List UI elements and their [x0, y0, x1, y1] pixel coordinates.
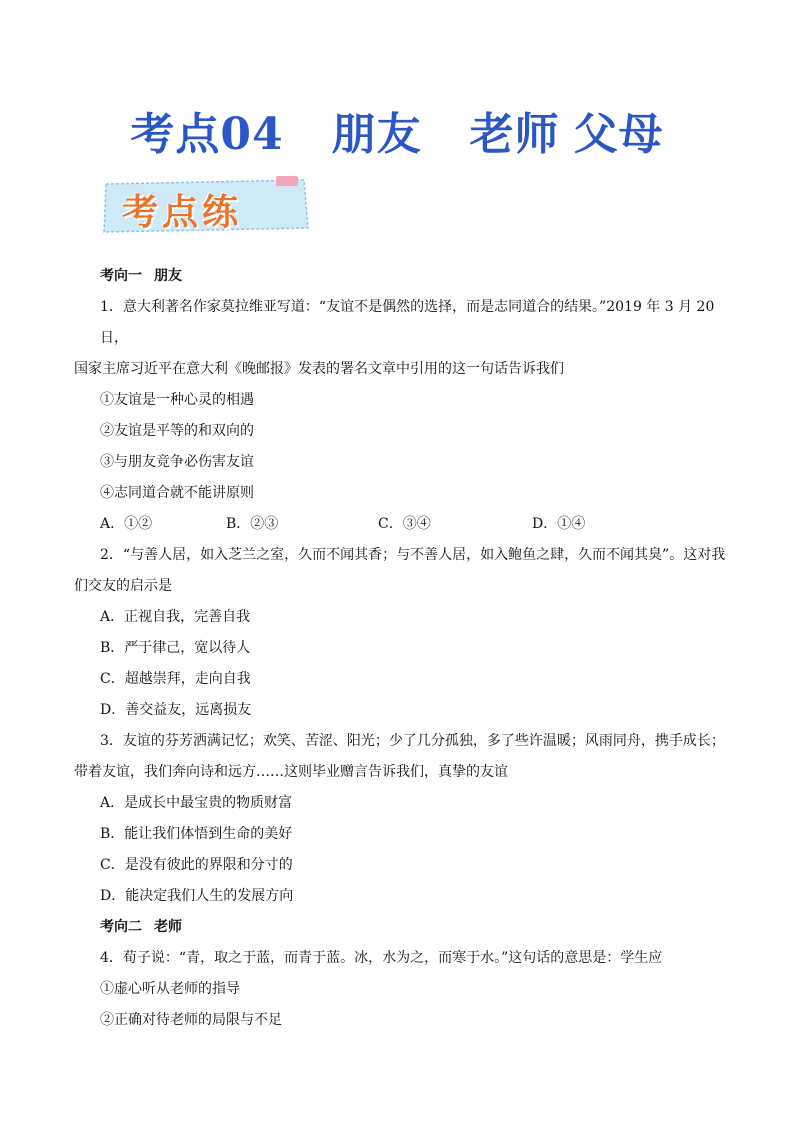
option-a[interactable]: A．正视自我，完善自我	[100, 609, 251, 625]
option-a[interactable]: A．①②	[100, 516, 153, 532]
answer-options	[100, 509, 730, 540]
section-heading-label: 考向一	[100, 268, 142, 284]
option-b[interactable]: B．能让我们体悟到生命的美好	[100, 826, 293, 842]
statement-item: ④志同道合就不能讲原则	[100, 485, 254, 501]
section-heading-friends	[100, 261, 730, 292]
question-4	[100, 943, 730, 1036]
statement-item: ②正确对待老师的局限与不足	[100, 1012, 282, 1028]
question-2	[74, 540, 730, 726]
title-topic-friends: 朋友	[331, 109, 422, 160]
option-d[interactable]: D．能决定我们人生的发展方向	[100, 888, 294, 904]
option-c[interactable]: C．超越崇拜，走向自我	[100, 671, 251, 687]
option-d[interactable]: D．善交益友，远离损友	[100, 702, 252, 718]
statement-item: ③与朋友竞争必伤害友谊	[100, 454, 254, 470]
question-1	[74, 292, 730, 540]
question-text-cont: 带着友谊，我们奔向诗和远方……这则毕业赠言告诉我们，真挚的友谊	[74, 764, 508, 780]
statement-item: ①虚心听从老师的指导	[100, 981, 240, 997]
question-3	[74, 726, 730, 912]
page-title	[0, 98, 794, 162]
option-c[interactable]: C．③④	[378, 516, 431, 532]
question-text: 2．“与善人居，如入芝兰之室，久而不闻其香；与不善人居，如入鲍鱼之肆，久而不闻其臭”。这对我	[100, 547, 726, 563]
option-b[interactable]: B．②③	[226, 516, 279, 532]
statement-item: ①友谊是一种心灵的相遇	[100, 392, 254, 408]
question-text-cont: 国家主席习近平在意大利《晚邮报》发表的署名文章中引用的这一句话告诉我们	[74, 361, 564, 377]
badge-label: 考点练	[122, 192, 243, 233]
section-heading-teacher	[100, 912, 730, 943]
title-topic-parents: 父母	[573, 109, 664, 160]
question-text: 3．友谊的芬芳洒满记忆；欢笑、苦涩、阳光；少了几分孤独，多了些许温暖；风雨同舟，携手成长；	[100, 733, 725, 749]
question-text-cont: 们交友的启示是	[74, 578, 172, 594]
option-b[interactable]: B．严于律己，宽以待人	[100, 640, 251, 656]
section-heading-label: 考向二	[100, 919, 142, 935]
practice-badge	[100, 176, 312, 236]
option-d[interactable]: D．①④	[532, 516, 586, 532]
section-heading-topic: 老师	[154, 919, 182, 935]
binder-clip-icon	[276, 176, 298, 186]
question-text: 1．意大利著名作家莫拉维亚写道：“友谊不是偶然的选择，而是志同道合的结果。”2019 年 3 月 20 日，	[100, 299, 715, 346]
section-heading-topic: 朋友	[154, 268, 182, 284]
question-text: 4．荀子说：“青，取之于蓝，而青于蓝。冰，水为之，而寒于水。”这句话的意思是：学生应	[100, 950, 663, 966]
statement-item: ②友谊是平等的和双向的	[100, 423, 254, 439]
option-a[interactable]: A．是成长中最宝贵的物质财富	[100, 795, 293, 811]
title-topic-number: 考点04	[130, 109, 284, 160]
question-content	[74, 261, 730, 1036]
title-topic-teacher: 老师	[469, 109, 560, 160]
option-c[interactable]: C．是没有彼此的界限和分寸的	[100, 857, 293, 873]
